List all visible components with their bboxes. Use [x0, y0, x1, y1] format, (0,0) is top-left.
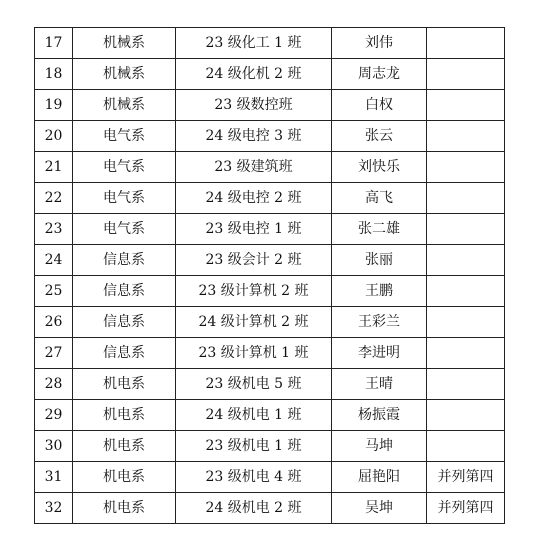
row-number-cell: 21	[35, 152, 73, 183]
student-name-cell: 刘伟	[332, 28, 427, 59]
student-name-cell: 周志龙	[332, 59, 427, 90]
department-cell: 机电系	[73, 462, 176, 493]
note-cell: 并列第四	[427, 462, 505, 493]
note-cell	[427, 59, 505, 90]
student-name-cell: 屈艳阳	[332, 462, 427, 493]
student-name-cell: 张丽	[332, 245, 427, 276]
class-cell: 23 级计算机 1 班	[176, 338, 332, 369]
table-row	[35, 121, 505, 152]
table-row	[35, 338, 505, 369]
note-cell	[427, 338, 505, 369]
student-name-cell: 王晴	[332, 369, 427, 400]
class-cell: 24 级电控 2 班	[176, 183, 332, 214]
row-number-cell: 22	[35, 183, 73, 214]
department-cell: 信息系	[73, 307, 176, 338]
table-row	[35, 245, 505, 276]
note-cell	[427, 400, 505, 431]
student-name-cell: 高飞	[332, 183, 427, 214]
department-cell: 信息系	[73, 245, 176, 276]
row-number-cell: 27	[35, 338, 73, 369]
award-list-body	[35, 28, 505, 524]
class-cell: 23 级化工 1 班	[176, 28, 332, 59]
note-cell	[427, 245, 505, 276]
class-cell: 24 级机电 1 班	[176, 400, 332, 431]
class-cell: 24 级计算机 2 班	[176, 307, 332, 338]
department-cell: 电气系	[73, 152, 176, 183]
class-cell: 23 级机电 5 班	[176, 369, 332, 400]
table-row	[35, 400, 505, 431]
student-name-cell: 王鹏	[332, 276, 427, 307]
note-cell: 并列第四	[427, 493, 505, 524]
department-cell: 电气系	[73, 183, 176, 214]
student-name-cell: 吴坤	[332, 493, 427, 524]
row-number-cell: 17	[35, 28, 73, 59]
department-cell: 机电系	[73, 400, 176, 431]
class-cell: 24 级化机 2 班	[176, 59, 332, 90]
class-cell: 24 级电控 3 班	[176, 121, 332, 152]
student-name-cell: 杨振霞	[332, 400, 427, 431]
table-row	[35, 183, 505, 214]
class-cell: 23 级机电 1 班	[176, 431, 332, 462]
department-cell: 机械系	[73, 28, 176, 59]
note-cell	[427, 90, 505, 121]
student-name-cell: 张云	[332, 121, 427, 152]
table-row	[35, 369, 505, 400]
row-number-cell: 29	[35, 400, 73, 431]
row-number-cell: 24	[35, 245, 73, 276]
department-cell: 电气系	[73, 121, 176, 152]
department-cell: 机电系	[73, 431, 176, 462]
table-row	[35, 152, 505, 183]
department-cell: 机电系	[73, 493, 176, 524]
note-cell	[427, 276, 505, 307]
table-row	[35, 90, 505, 121]
student-name-cell: 白权	[332, 90, 427, 121]
class-cell: 23 级计算机 2 班	[176, 276, 332, 307]
department-cell: 信息系	[73, 338, 176, 369]
table-row	[35, 307, 505, 338]
table-row	[35, 276, 505, 307]
table-row	[35, 462, 505, 493]
row-number-cell: 28	[35, 369, 73, 400]
table-row	[35, 431, 505, 462]
department-cell: 电气系	[73, 214, 176, 245]
department-cell: 信息系	[73, 276, 176, 307]
note-cell	[427, 369, 505, 400]
table-row	[35, 59, 505, 90]
note-cell	[427, 121, 505, 152]
student-name-cell: 张二雄	[332, 214, 427, 245]
award-list-table	[34, 27, 505, 524]
row-number-cell: 18	[35, 59, 73, 90]
table-row	[35, 28, 505, 59]
class-cell: 23 级会计 2 班	[176, 245, 332, 276]
row-number-cell: 19	[35, 90, 73, 121]
table-row	[35, 493, 505, 524]
student-name-cell: 王彩兰	[332, 307, 427, 338]
note-cell	[427, 431, 505, 462]
class-cell: 23 级数控班	[176, 90, 332, 121]
student-name-cell: 马坤	[332, 431, 427, 462]
row-number-cell: 26	[35, 307, 73, 338]
student-name-cell: 刘快乐	[332, 152, 427, 183]
note-cell	[427, 183, 505, 214]
row-number-cell: 30	[35, 431, 73, 462]
row-number-cell: 32	[35, 493, 73, 524]
note-cell	[427, 28, 505, 59]
row-number-cell: 20	[35, 121, 73, 152]
row-number-cell: 25	[35, 276, 73, 307]
row-number-cell: 23	[35, 214, 73, 245]
class-cell: 24 级机电 2 班	[176, 493, 332, 524]
class-cell: 23 级机电 4 班	[176, 462, 332, 493]
class-cell: 23 级建筑班	[176, 152, 332, 183]
department-cell: 机电系	[73, 369, 176, 400]
class-cell: 23 级电控 1 班	[176, 214, 332, 245]
student-name-cell: 李进明	[332, 338, 427, 369]
note-cell	[427, 307, 505, 338]
note-cell	[427, 152, 505, 183]
department-cell: 机械系	[73, 59, 176, 90]
row-number-cell: 31	[35, 462, 73, 493]
table-row	[35, 214, 505, 245]
department-cell: 机械系	[73, 90, 176, 121]
note-cell	[427, 214, 505, 245]
